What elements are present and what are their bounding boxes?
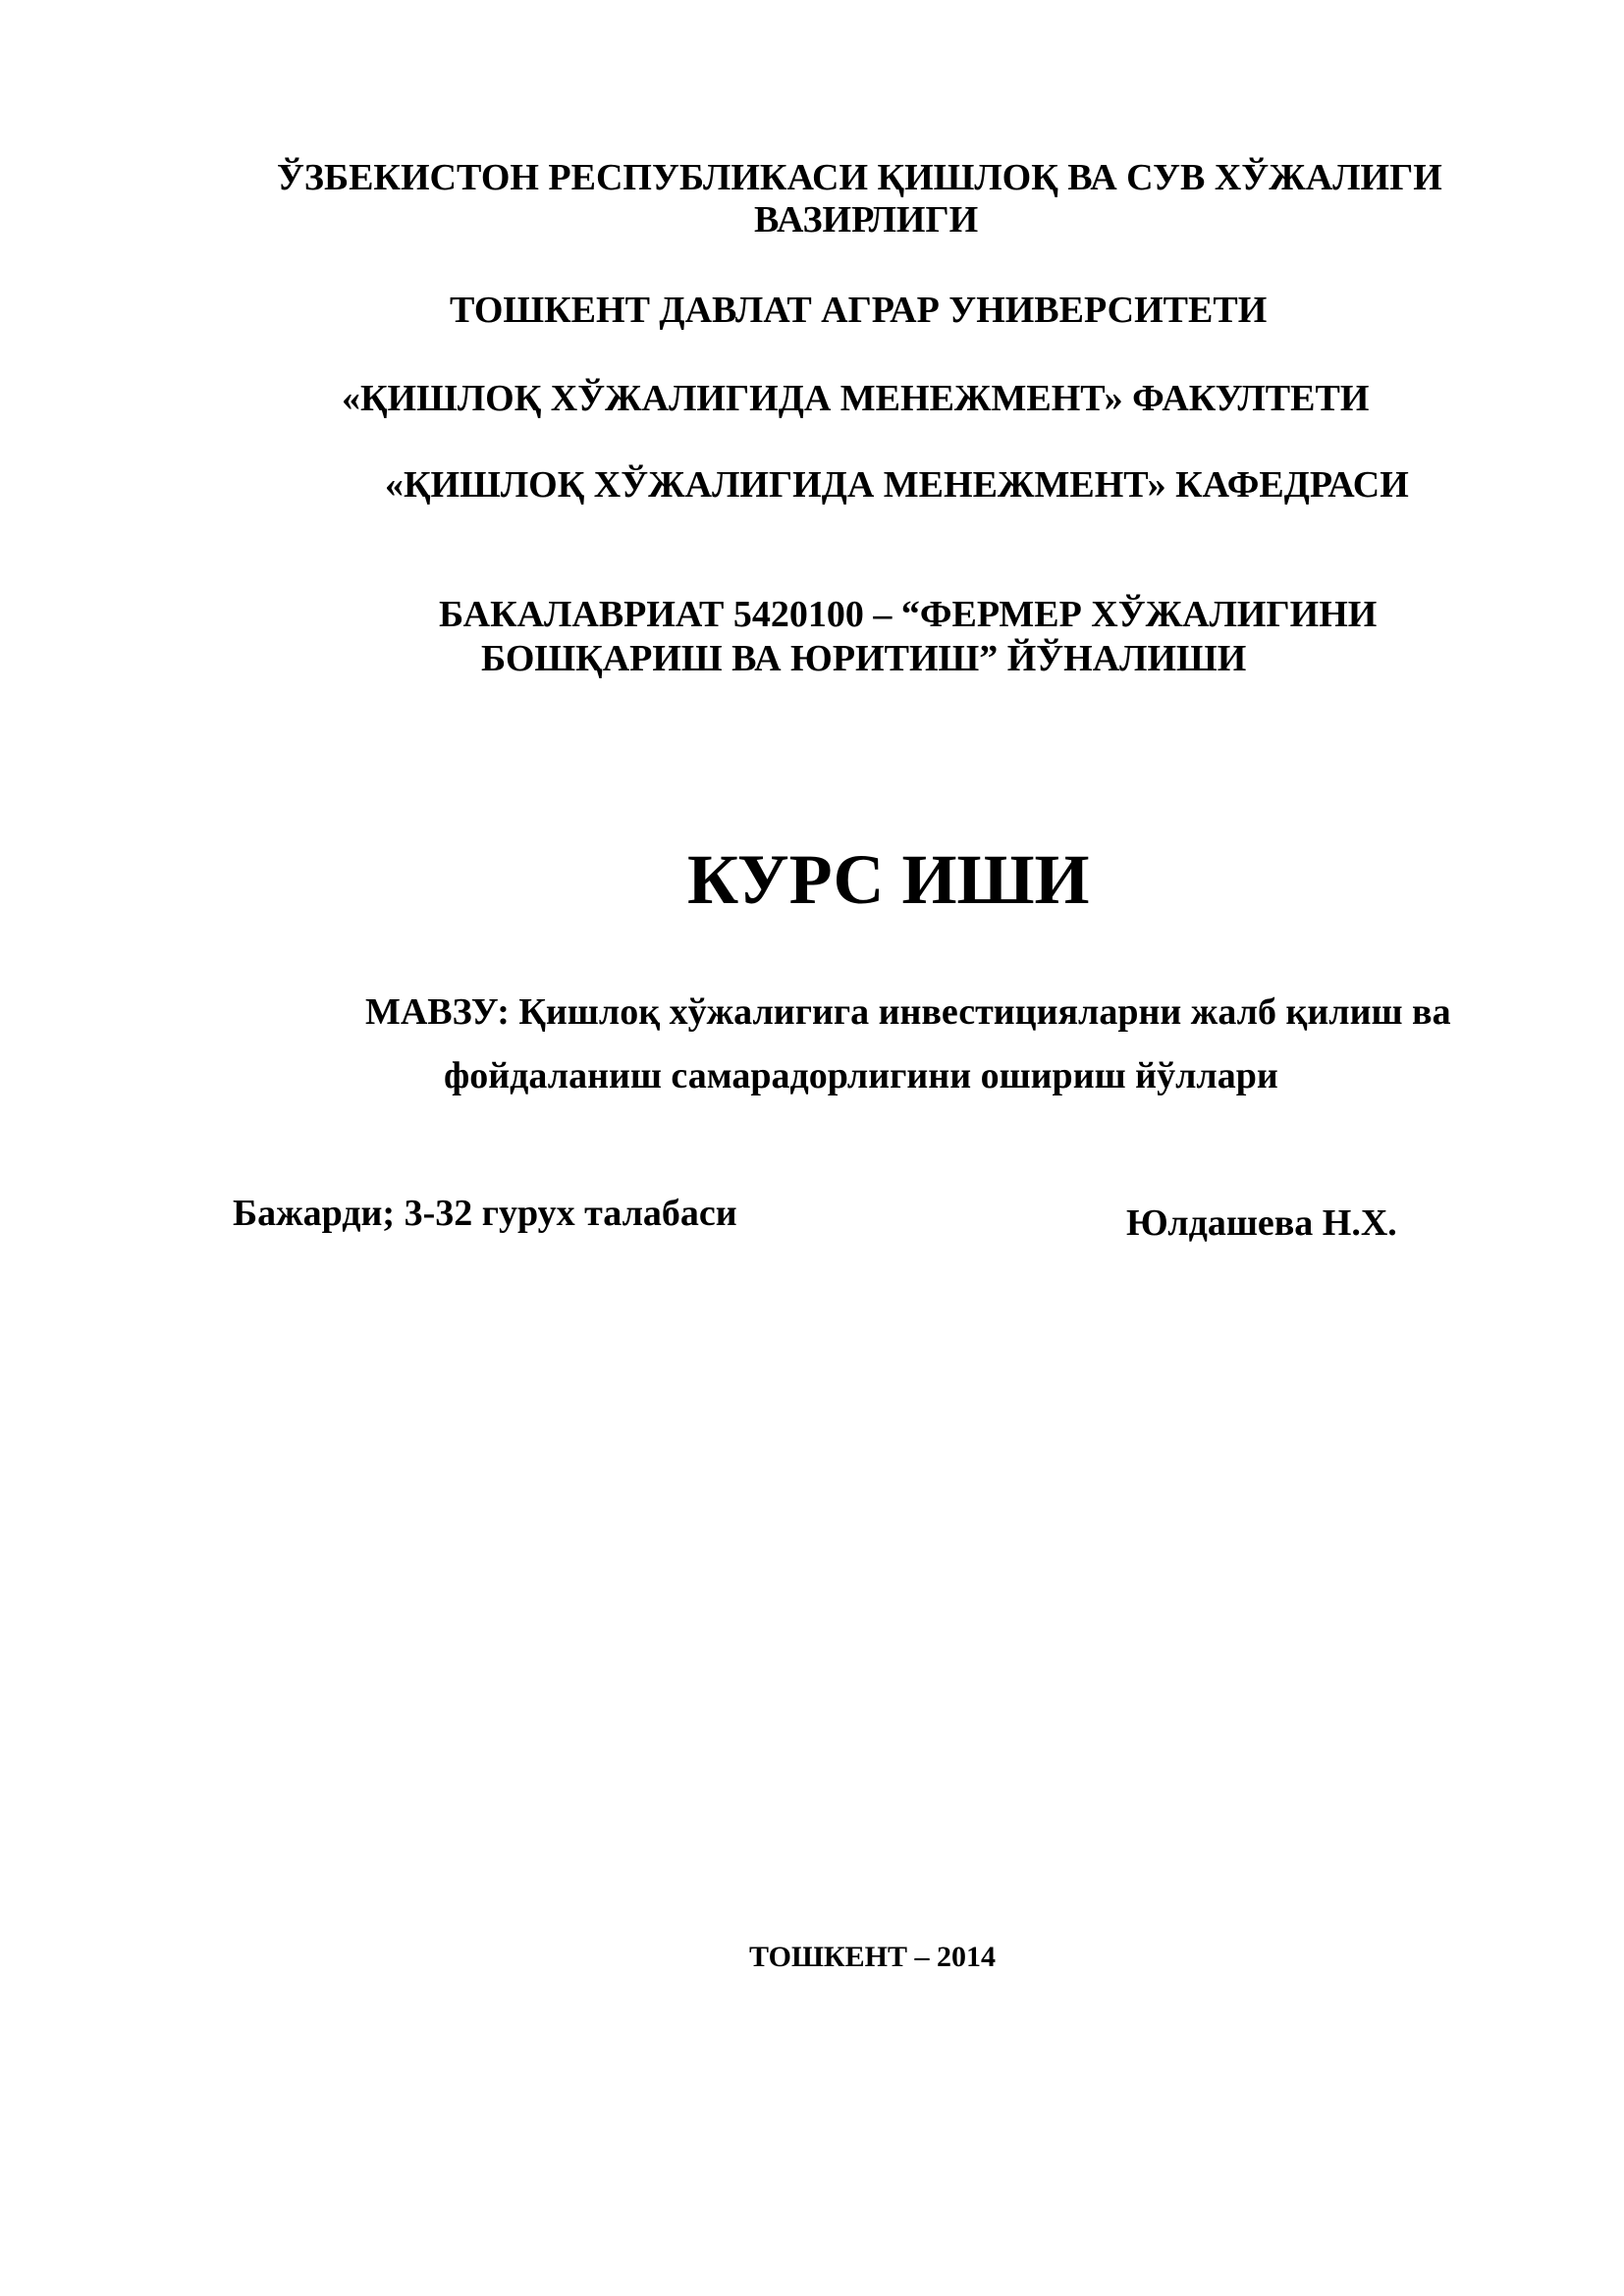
city-year: ТОШКЕНТ – 2014 <box>749 1941 997 1973</box>
direction-line-2: БОШҚАРИШ ВА ЮРИТИШ” ЙЎНАЛИШИ <box>481 638 1247 679</box>
direction-line-1: БАКАЛАВРИАТ 5420100 – “ФЕРМЕР ХЎЖАЛИГИНИ <box>439 594 1378 635</box>
university-name: ТОШКЕНТ ДАВЛАТ АГРАР УНИВЕРСИТЕТИ <box>450 290 1268 331</box>
department-name: «ҚИШЛОҚ ХЎЖАЛИГИДА МЕНЕЖМЕНТ» КАФЕДРАСИ <box>385 464 1409 506</box>
faculty-name: «ҚИШЛОҚ ХЎЖАЛИГИДА МЕНЕЖМЕНТ» ФАКУЛТЕТИ <box>342 378 1370 419</box>
topic-line-1: МАВЗУ: Қишлоқ хўжалигига инвестицияларни жалб қилиш ва <box>365 991 1451 1033</box>
author-name: Юлдашева Н.Х. <box>1126 1202 1397 1244</box>
ministry-line-1: ЎЗБЕКИСТОН РЕСПУБЛИКАСИ ҚИШЛОҚ ВА СУВ ХЎЖАЛИГИ <box>277 157 1442 198</box>
author-label: Бажарди; 3-32 гурух талабаси <box>233 1193 737 1234</box>
topic-line-2: фойдаланиш самарадорлигини ошириш йўллари <box>444 1055 1278 1096</box>
document-title: КУРС ИШИ <box>687 840 1090 919</box>
ministry-line-2: ВАЗИРЛИГИ <box>754 199 979 240</box>
